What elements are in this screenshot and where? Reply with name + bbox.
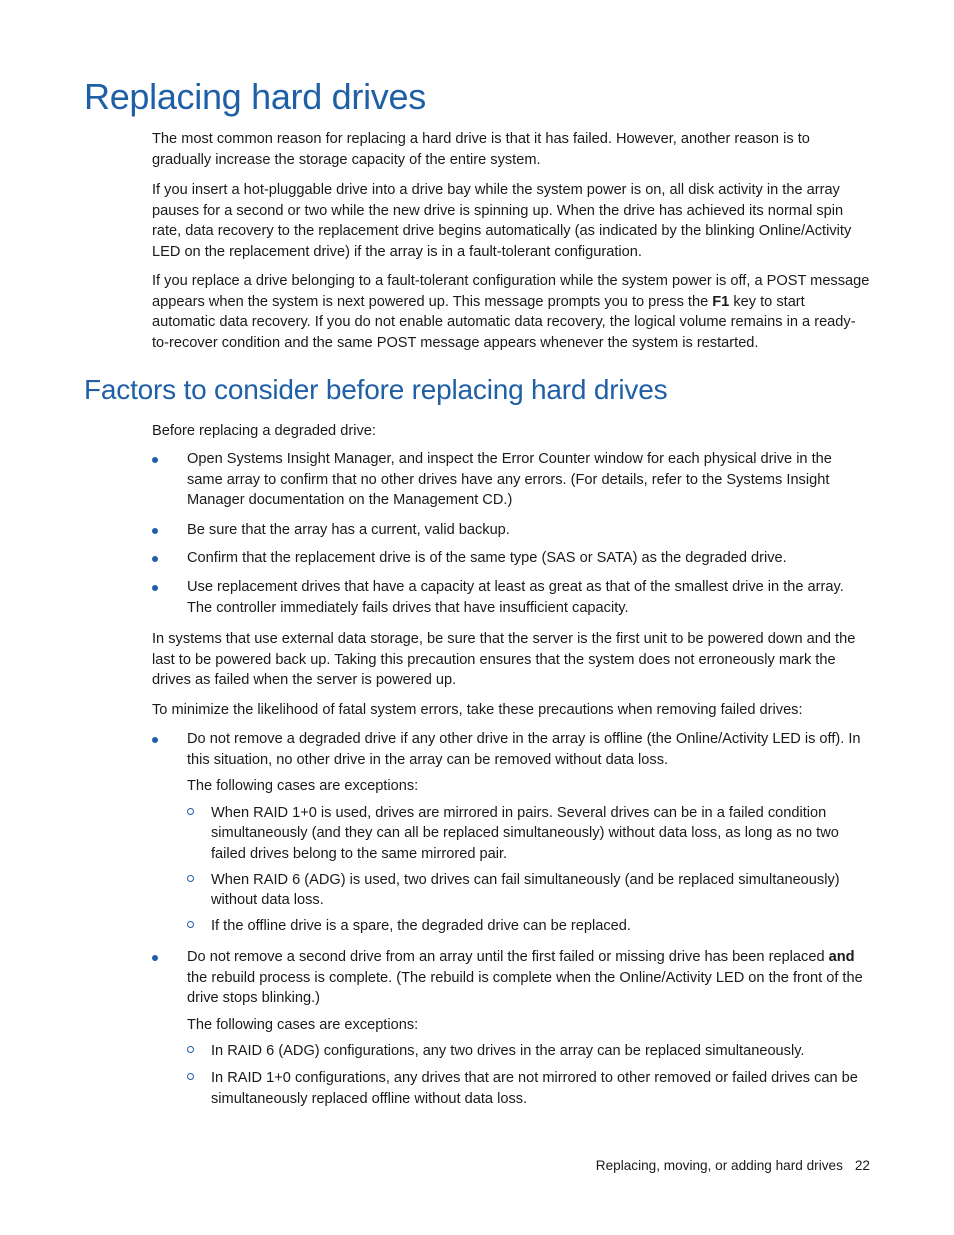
sub-list-item: When RAID 1+0 is used, drives are mirrored in pairs. Several drives can be in a failed condition simultaneously (and they can all be replaced simultaneously) without data loss, as long as no two failed drives belong to the same mirrored pair.	[187, 803, 870, 865]
list-item: Be sure that the array has a current, valid backup.	[152, 520, 870, 541]
f1-key: F1	[712, 293, 730, 310]
exceptions-label: The following cases are exceptions:	[187, 778, 419, 795]
intro-paragraph-2: If you insert a hot-pluggable drive into a drive bay while the system power is on, all disk activity in the array pauses for a second or two while the new drive is spinning up. When the drive has achieved its normal spin rate, data recovery to the replacement drive begins automatically (as indicated by the blinking Online/Activity LED on the replacement drive) if the array is in a fault-tolerant configuration.	[152, 182, 852, 260]
minimize-errors-paragraph: To minimize the likelihood of fatal system errors, take these precautions when removing failed drives:	[152, 702, 803, 718]
section-title: Factors to consider before replacing hard drives	[84, 374, 668, 405]
circle-bullet-icon	[187, 808, 194, 815]
circle-bullet-icon	[187, 921, 194, 928]
exceptions-list	[187, 1041, 870, 1109]
sub-list-item: When RAID 6 (ADG) is used, two drives can fail simultaneously (and be replaced simultaneously) without data loss.	[187, 870, 870, 911]
bullet-icon	[152, 955, 158, 961]
bullet-icon	[152, 457, 158, 463]
list-item: Do not remove a degraded drive if any other drive in the array is offline (the Online/Activity LED is off). In this situation, no other drive in the array can be removed without data loss. The following cases are exceptions: When RAID 1+0 is used, drives are mirrored in pairs. Several drives can be in a failed condition simultaneously (and they can all be replaced simultaneously) without data loss, as long as no two failed drives belong to the same mirrored pair. When RAID 6 (ADG) is used, two drives can fail simultaneously (and be replaced simultaneously) without data loss. If the offline drive is a spare, the degraded drive can be replaced.	[152, 729, 870, 936]
precautions-list	[152, 729, 870, 936]
intro-paragraph-3: If you replace a drive belonging to a fault-tolerant configuration while the system power is off, a POST message appears when the system is next powered up. This message prompts you to press the F1 key to start automatic data recovery. If you do not enable automatic data recovery, the logical volume remains in a ready-to-recover condition and the same POST message appears whenever the system is restarted.	[152, 273, 870, 351]
list-item: Use replacement drives that have a capacity at least as great as that of the smallest drive in the array. The controller immediately fails drives that have insufficient capacity.	[152, 577, 870, 618]
intro-paragraph-1: The most common reason for replacing a hard drive is that it has failed. However, another reason is to gradually increase the storage capacity of the entire system.	[152, 131, 810, 168]
footer-section-title: Replacing, moving, or adding hard drives	[595, 1158, 843, 1173]
page-title: Replacing hard drives	[84, 76, 426, 117]
bullet-icon	[152, 528, 158, 534]
page-footer	[596, 1158, 870, 1173]
page-number: 22	[854, 1158, 870, 1173]
sub-list-item: In RAID 1+0 configurations, any drives that are not mirrored to other removed or failed drives can be simultaneously replaced offline without data loss.	[187, 1068, 870, 1109]
sub-list-item: In RAID 6 (ADG) configurations, any two drives in the array can be replaced simultaneously.	[187, 1041, 870, 1062]
exceptions-list	[187, 803, 870, 937]
section-lead: Before replacing a degraded drive:	[152, 423, 376, 439]
list-item: Open Systems Insight Manager, and inspect the Error Counter window for each physical drive in the same array to confirm that no other drives have any errors. (For details, refer to the Systems Insight Manager documentation on the Management CD.)	[152, 449, 870, 511]
exceptions-label: The following cases are exceptions:	[187, 1016, 419, 1033]
sub-list-item: If the offline drive is a spare, the degraded drive can be replaced.	[187, 916, 870, 937]
circle-bullet-icon	[187, 1046, 194, 1053]
circle-bullet-icon	[187, 875, 194, 882]
bullet-icon	[152, 585, 158, 591]
precautions-list-continued	[152, 947, 870, 1109]
external-storage-paragraph: In systems that use external data storage, be sure that the server is the first unit to be powered down and the last to be powered back up. Taking this precaution ensures that the system does not erroneously mark the drives as failed when the server is powered up.	[152, 631, 856, 689]
list-item: Confirm that the replacement drive is of the same type (SAS or SATA) as the degraded drive.	[152, 548, 870, 569]
before-replacing-list	[152, 449, 870, 618]
bullet-icon	[152, 556, 158, 562]
circle-bullet-icon	[187, 1073, 194, 1080]
list-item: Do not remove a second drive from an array until the first failed or missing drive has been replaced and the rebuild process is complete. (The rebuild is complete when the Online/Activity LED on the front of the drive stops blinking.) The following cases are exceptions: In RAID 6 (ADG) configurations, any two drives in the array can be replaced simultaneously. In RAID 1+0 configurations, any drives that are not mirrored to other removed or failed drives can be simultaneously replaced offline without data loss.	[152, 947, 870, 1109]
bullet-icon	[152, 737, 158, 743]
